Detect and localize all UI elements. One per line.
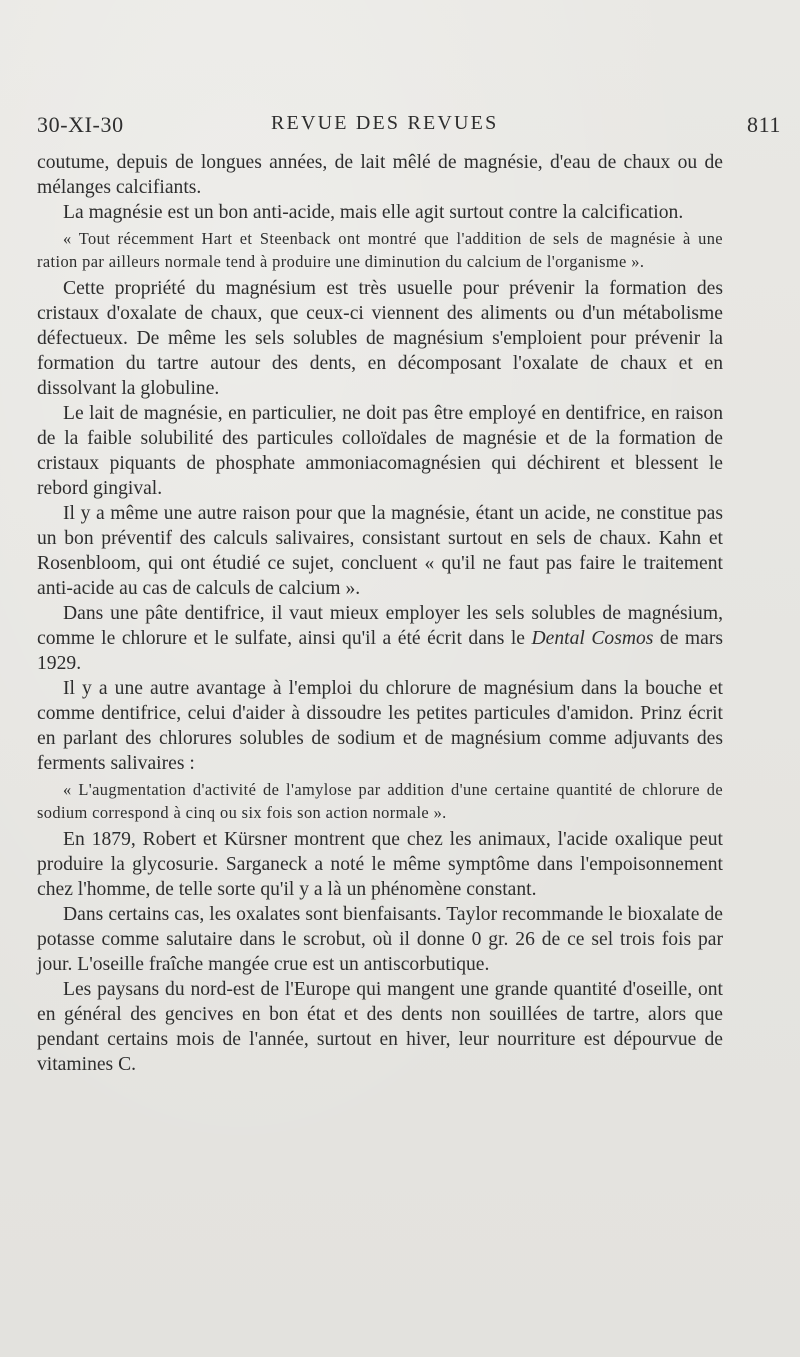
article-body [37, 150, 723, 1077]
paragraph: Il y a même une autre raison pour que la magnésie, étant un acide, ne constitue pas un bon préventif des calculs salivaires, consistant surtout en sels de chaux. Kahn et Rosenbloom, qui ont étudié ce sujet, concluent « qu'il ne faut pas faire le traitement anti-acide au cas de calculs de calcium ». [37, 503, 723, 599]
header-title: REVUE DES REVUES [271, 112, 499, 134]
paragraph: La magnésie est un bon anti-acide, mais elle agit surtout contre la calcification. [63, 202, 684, 223]
running-header [37, 112, 791, 146]
paragraph: Le lait de magnésie, en particulier, ne doit pas être employé en dentifrice, en raison de la faible solubilité des particules colloïdales de magnésie et de la formation de cristaux piquants de phosphate ammoniacomagnésien qui déchirent et blessent le rebord gingival. [37, 403, 723, 499]
journal-title: Dental Cosmos [531, 628, 654, 649]
paragraph: coutume, depuis de longues années, de lait mêlé de magnésie, d'eau de chaux ou de mélanges calcifiants. [37, 152, 723, 198]
paragraph: Cette propriété du magnésium est très usuelle pour prévenir la formation des cristaux d'oxalate de chaux, que ceux-ci viennent des aliments ou d'un métabolisme défectueux. De même les sels solubles de magnésium s'emploient pour prévenir la formation du tartre autour des dents, en décomposant l'oxalate de chaux et en dissolvant la globuline. [37, 278, 723, 399]
page-number: 811 [747, 112, 781, 137]
block-quote: « Tout récemment Hart et Steenback ont montré que l'addition de sels de magnésie à une ration par ailleurs normale tend à produire une diminution du calcium de l'organisme ». [37, 229, 723, 271]
paragraph-text: de mars 1929. [37, 628, 723, 674]
paragraph [37, 601, 723, 676]
paragraph: Il y a une autre avantage à l'emploi du chlorure de magnésium dans la bouche et comme dentifrice, celui d'aider à dissoudre les petites particules d'amidon. Prinz écrit en parlant des chlorures solubles de sodium et de magnésium comme adjuvants des ferments salivaires : [37, 678, 723, 774]
paragraph: Dans certains cas, les oxalates sont bienfaisants. Taylor recommande le bioxalate de potasse comme salutaire dans le scrobut, où il donne 0 gr. 26 de ce sel trois fois par jour. L'oseille fraîche mangée crue est un antiscorbutique. [37, 904, 723, 975]
header-date: 30-XI-30 [37, 112, 124, 137]
paragraph: Les paysans du nord-est de l'Europe qui mangent une grande quantité d'oseille, ont en général des gencives en bon état et des dents non souillées de tartre, alors que pendant certains mois de l'année, surtout en hiver, leur nourriture est dépourvue de vitamines C. [37, 979, 723, 1075]
paragraph: En 1879, Robert et Kürsner montrent que chez les animaux, l'acide oxalique peut produire la glycosurie. Sarganeck a noté le même symptôme dans l'empoisonnement chez l'homme, de telle sorte qu'il y a là un phénomène constant. [37, 829, 723, 900]
paragraph-text: Dans une pâte dentifrice, il vaut mieux employer les sels solubles de magnésium, comme le chlorure et le sulfate, ainsi qu'il a été écrit dans le [37, 603, 723, 649]
block-quote: « L'augmentation d'activité de l'amylose par addition d'une certaine quantité de chlorure de sodium correspond à cinq ou six fois son action normale ». [37, 780, 723, 822]
